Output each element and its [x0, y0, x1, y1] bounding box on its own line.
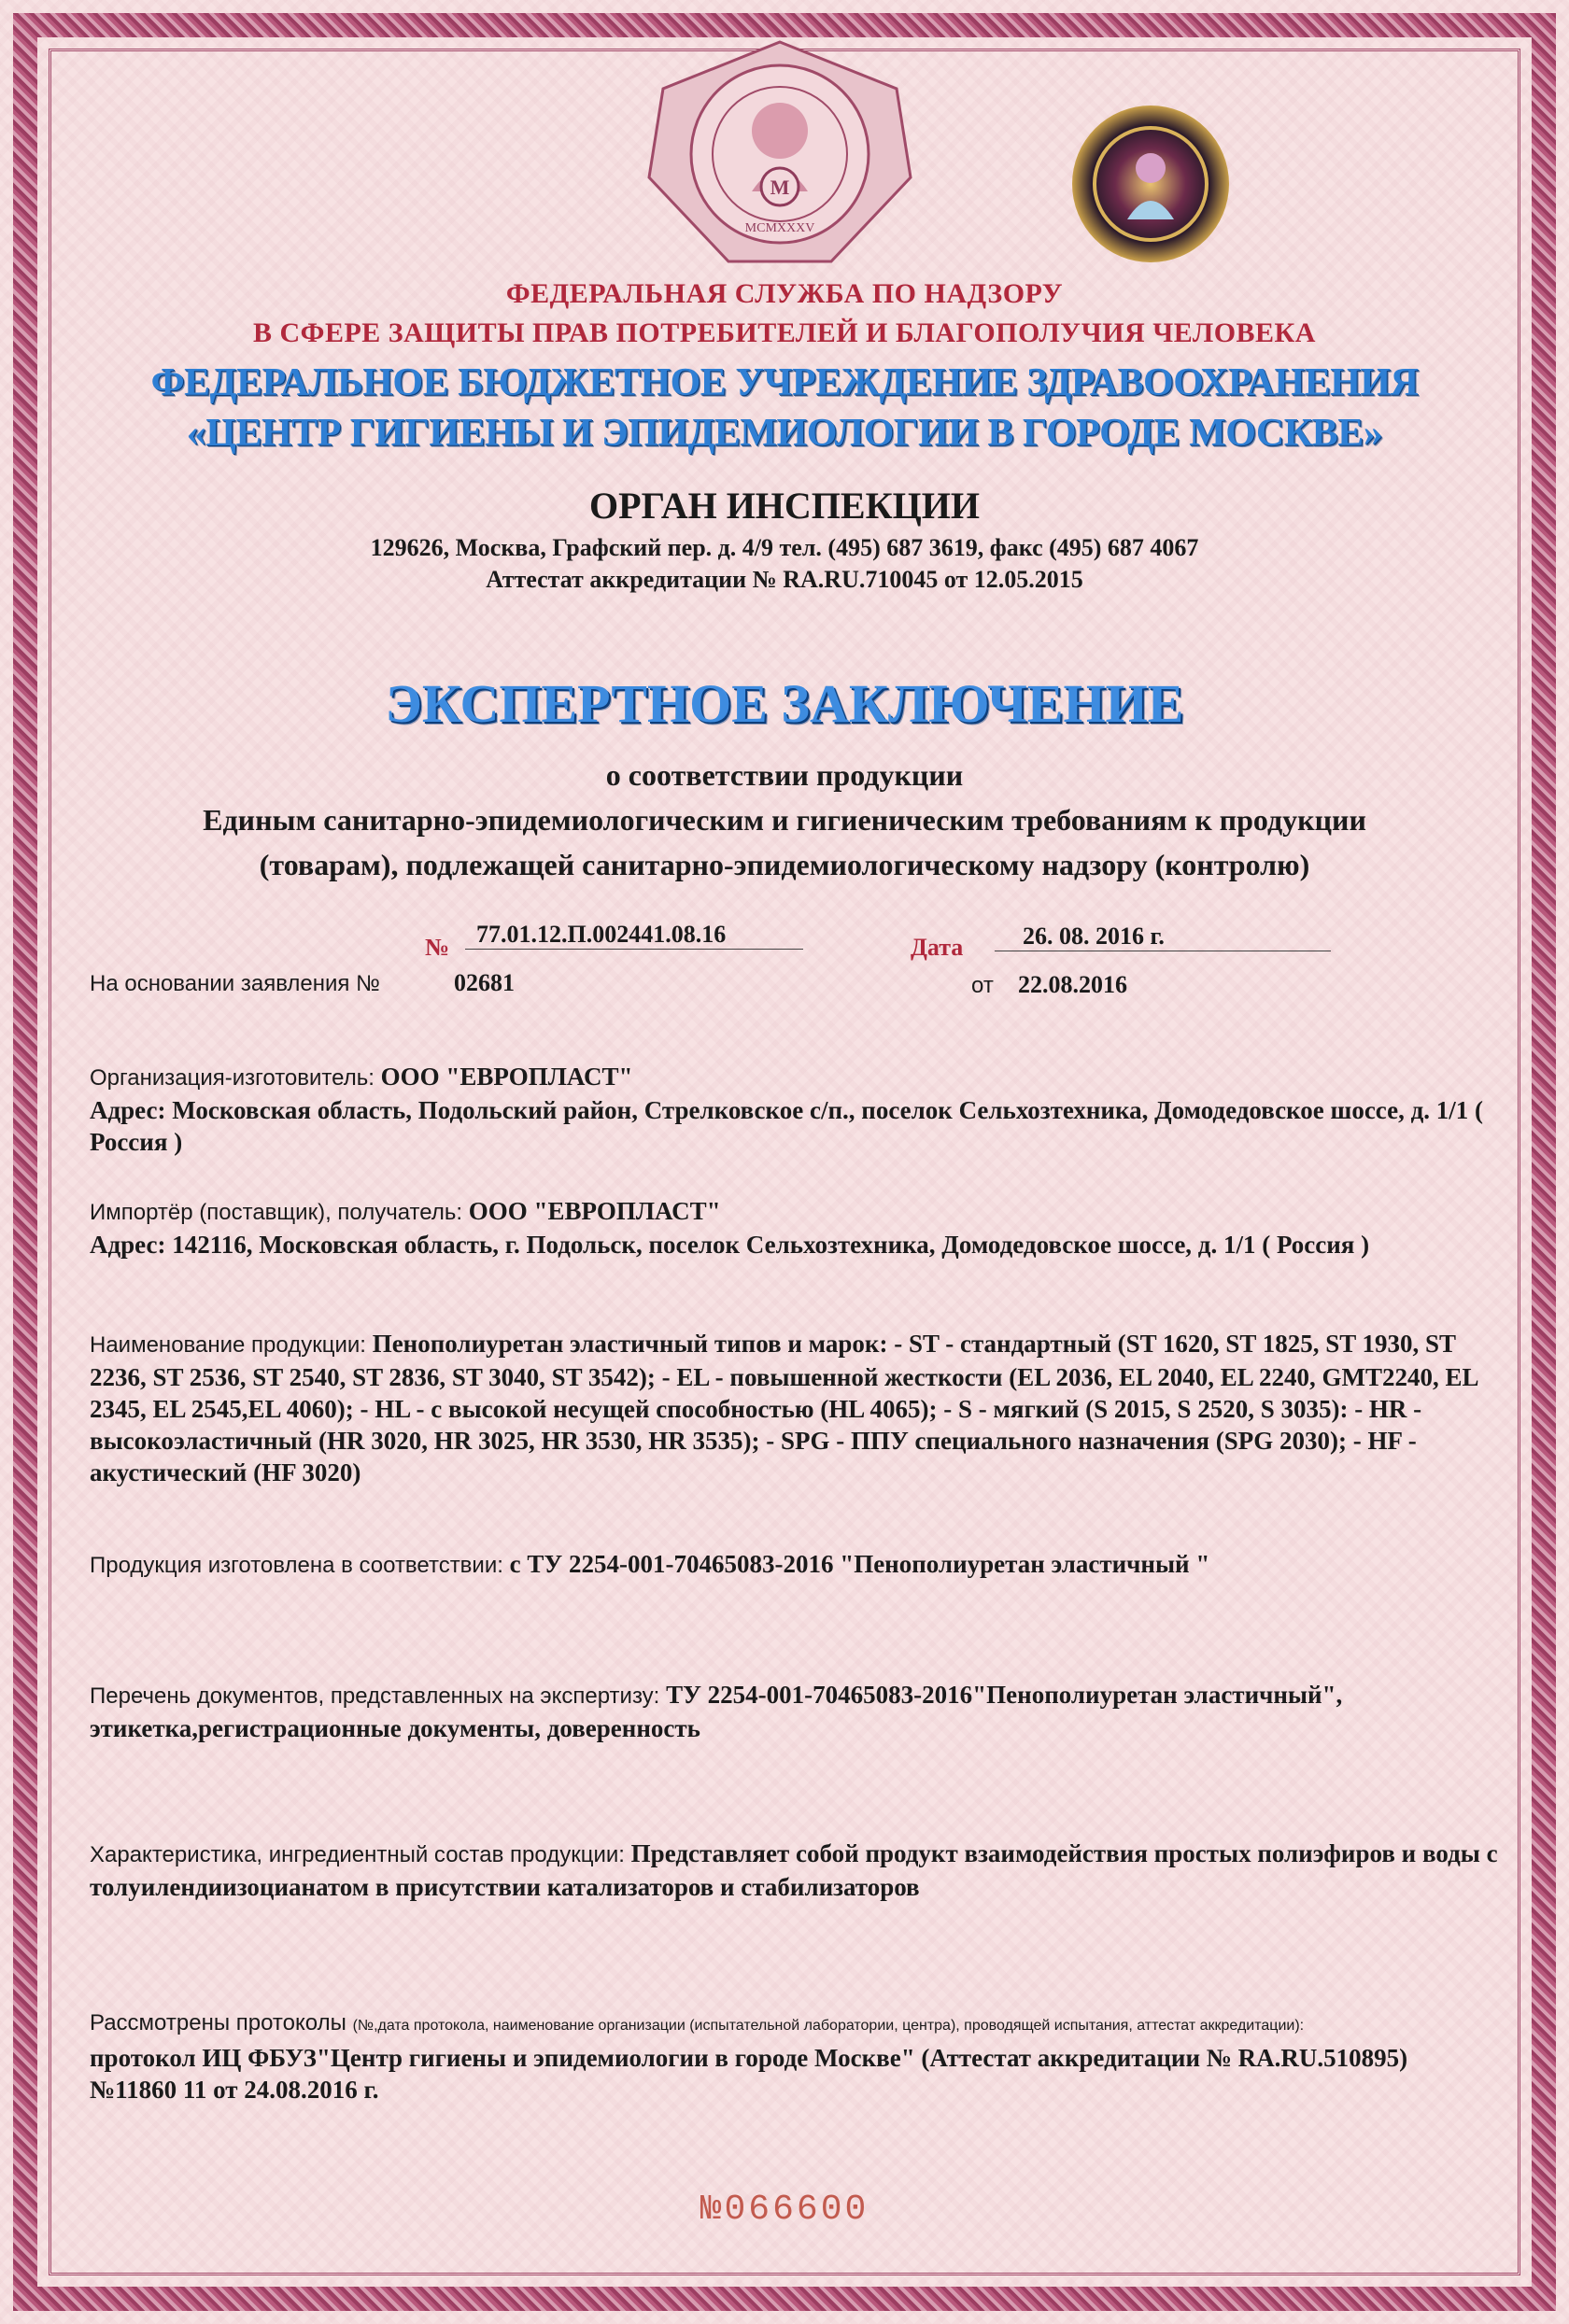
hologram-sticker-icon	[1069, 103, 1233, 266]
title-line-3: (товарам), подлежащей санитарно-эпидемиологическому надзору (контролю)	[259, 848, 1310, 881]
documents-value: ТУ 2254-001-70465083-2016"Пенополиуретан эластичный", этикетка,регистрационные документы, доверенность	[90, 1681, 1343, 1742]
protocols-section	[90, 2006, 1498, 2106]
protocols-label: Рассмотрены протоколы	[90, 2010, 346, 2035]
application-date: 22.08.2016	[1018, 971, 1127, 998]
organ-accreditation: Аттестат аккредитации № RA.RU.710045 от 12.05.2015	[486, 566, 1083, 593]
manufacturer-section	[90, 1061, 1498, 1158]
standard-value: с ТУ 2254-001-70465083-2016 "Пенополиуретан эластичный "	[509, 1550, 1210, 1578]
product-label: Наименование продукции:	[90, 1332, 366, 1358]
institution-line-2: «ЦЕНТР ГИГИЕНЫ И ЭПИДЕМИОЛОГИИ В ГОРОДЕ МОСКВЕ»	[186, 412, 1383, 455]
product-value: Пенополиуретан эластичный типов и марок: - ST - стандартный (ST 1620, ST 1825, ST 1930, ST 2236, ST 2536, ST 2540, ST 2836, ST 3040, ST 3542); - EL - повышенной жесткости (EL 2036, EL 2040, EL 2240, GMT2240, EL 2345, EL 2545,EL 4060); - HL - с высокой несущей способностью (HL 4065); - S - мягкий (S 2015, S 2520, S 3035): - HR - высокоэластичный (HR 3020, HR 3025, HR 3530, HR 3535); - SPG - ППУ специального назначения (SPG 2030); - HF - акустический (HF 3020)	[90, 1330, 1478, 1486]
organ-title: ОРГАН ИНСПЕКЦИИ	[589, 485, 980, 527]
title-line-2: Единым санитарно-эпидемиологическим и гигиеническим требованиям к продукции	[203, 803, 1366, 837]
title-line-1: о соответствии продукции	[605, 758, 964, 792]
importer-label: Импортёр (поставщик), получатель:	[90, 1200, 462, 1225]
application-label: На основании заявления №	[90, 971, 380, 996]
composition-label: Характеристика, ингредиентный состав продукции:	[90, 1842, 625, 1867]
importer-name: ООО "ЕВРОПЛАСТ"	[468, 1197, 721, 1225]
importer-address: Адрес: 142116, Московская область, г. Подольск, поселок Сельхозтехника, Домодедовское шоссе, д. 1/1 ( Россия )	[90, 1231, 1370, 1259]
product-section	[90, 1328, 1498, 1488]
importer-section	[90, 1195, 1498, 1261]
manufacturer-name: ООО "ЕВРОПЛАСТ"	[380, 1063, 633, 1091]
emblem-seal-icon	[644, 37, 915, 271]
composition-value: Представляет собой продукт взаимодействия простых полиэфиров и воды с толуилендиизоцианатом в присутствии катализаторов и стабилизаторов	[90, 1839, 1498, 1901]
conclusion-number: 77.01.12.П.002441.08.16	[465, 921, 803, 950]
serial-number: №066600	[700, 2190, 869, 2230]
institution-line-1: ФЕДЕРАЛЬНОЕ БЮДЖЕТНОЕ УЧРЕЖДЕНИЕ ЗДРАВООХРАНЕНИЯ	[150, 361, 1419, 404]
svg-text:M: M	[770, 176, 790, 199]
application-number: 02681	[454, 969, 515, 996]
manufacturer-label: Организация-изготовитель:	[90, 1065, 375, 1091]
documents-label: Перечень документов, представленных на экспертизу:	[90, 1683, 660, 1709]
standard-section	[90, 1548, 1498, 1582]
composition-section	[90, 1838, 1498, 1903]
protocols-value: протокол ИЦ ФБУЗ"Центр гигиены и эпидемиологии в городе Москве" (Аттестат аккредитации № RA.RU.510895) №11860 11 от 24.08.2016 г.	[90, 2044, 1408, 2104]
agency-line-1: ФЕДЕРАЛЬНАЯ СЛУЖБА ПО НАДЗОРУ	[505, 278, 1064, 309]
agency-line-2: В СФЕРЕ ЗАЩИТЫ ПРАВ ПОТРЕБИТЕЛЕЙ И БЛАГОПОЛУЧИЯ ЧЕЛОВЕКА	[253, 317, 1316, 348]
conclusion-date: 26. 08. 2016 г.	[995, 923, 1331, 951]
manufacturer-address: Адрес: Московская область, Подольский район, Стрелковское с/п., поселок Сельхозтехника, Домодедовское шоссе, д. 1/1 ( Россия )	[90, 1096, 1484, 1156]
date-label: Дата	[911, 934, 964, 961]
organ-address: 129626, Москва, Графский пер. д. 4/9 тел. (495) 687 3619, факс (495) 687 4067	[370, 534, 1199, 561]
protocols-hint: (№,дата протокола, наименование организации (испытательной лаборатории, центра), проводящей испытания, аттестат аккредитации):	[352, 2018, 1305, 2034]
emblem-year: MCMXXXV	[744, 221, 815, 235]
document-title: ЭКСПЕРТНОЕ ЗАКЛЮЧЕНИЕ	[385, 673, 1184, 734]
standard-label: Продукция изготовлена в соответствии:	[90, 1553, 503, 1578]
number-label: №	[425, 934, 450, 961]
documents-section	[90, 1679, 1498, 1744]
from-label: от	[971, 973, 994, 998]
